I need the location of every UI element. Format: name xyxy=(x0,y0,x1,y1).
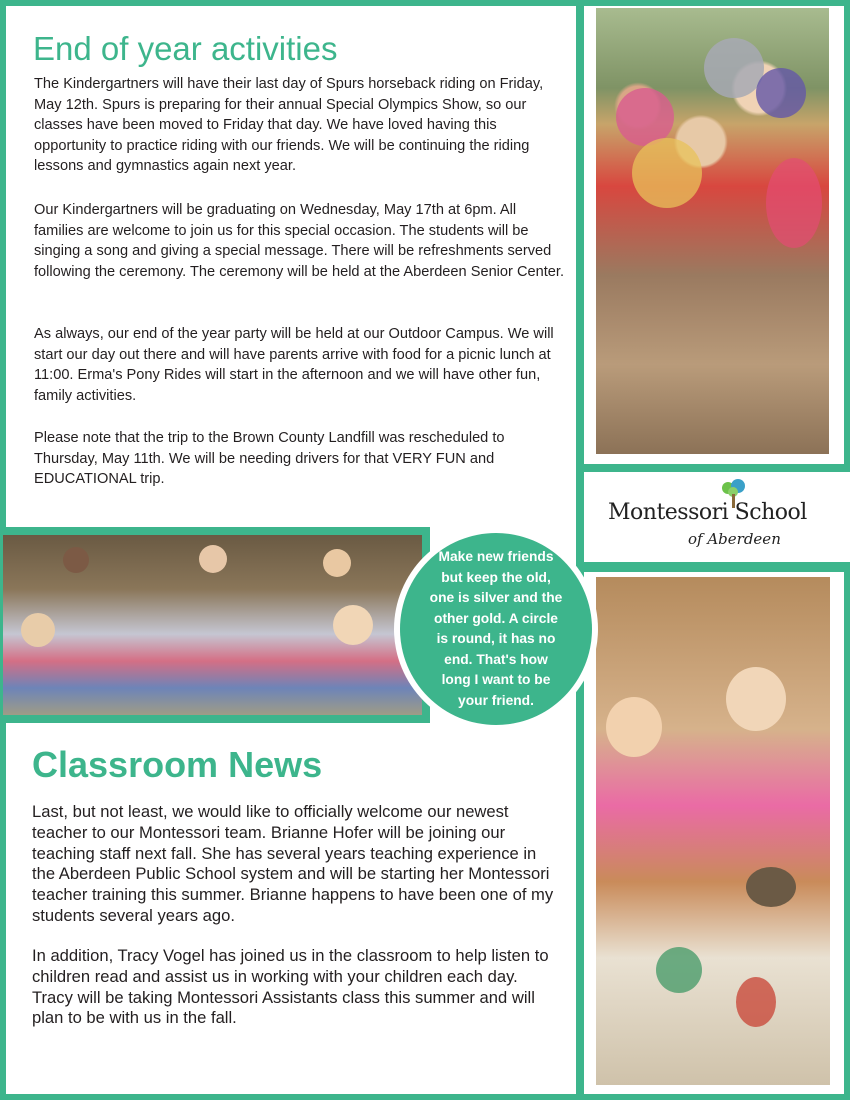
section-title-end-of-year: End of year activities xyxy=(33,30,338,67)
sidebar-divider-bottom xyxy=(584,562,850,572)
page-border-top xyxy=(0,0,850,6)
friendship-quote xyxy=(400,533,592,725)
classroom-children-photo xyxy=(596,577,830,1085)
paragraph-classroom-assistant: In addition, Tracy Vogel has joined us in the classroom to help listen to children read and assist us in working with your children each day. Tracy will be taking Montessori Assistants class this summer and will plan to be with us in the fall. xyxy=(32,946,549,1028)
section-title-classroom-news: Classroom News xyxy=(32,744,323,785)
logo-subtitle: of Aberdeen xyxy=(688,530,781,548)
class-group-photo xyxy=(3,535,422,715)
outdoor-children-photo xyxy=(596,8,829,454)
page-border-bottom xyxy=(0,1094,850,1100)
column-divider xyxy=(576,0,584,1100)
paragraph-party: As always, our end of the year party will be held at our Outdoor Campus. We will start our day out there and will have parents arrive with food for a picnic lunch at 11:00. Erma's Pony Rides will start in the afternoon and we will have other fun, family activities. xyxy=(34,326,554,404)
paragraph-landfill-trip: Please note that the trip to the Brown County Landfill was rescheduled to Thursday, May 11th. We will be needing drivers for that VERY FUN and EDUCATIONAL trip. xyxy=(34,430,505,488)
quote-text: Make new friends but keep the old, one is silver and the other gold. A circle is round, it has no end. That's how long I want to be your friend. xyxy=(429,549,563,708)
sidebar-divider-top xyxy=(584,464,850,472)
paragraph-graduation: Our Kindergartners will be graduating on Wednesday, May 17th at 6pm. All families are welcome to join us for this special occasion. The students will be singing a song and giving a special message. There will be refreshments served following the ceremony. The ceremony will be held at the Aberdeen Senior Center. xyxy=(34,202,565,280)
paragraph-new-teacher: Last, but not least, we would like to officially welcome our newest teacher to our Montessori team. Brianne Hofer will be joining our teaching staff next fall. She has several years teaching experience in the Aberdeen Public School system and will be starting her Montessori teacher training this summer. Brianne happens to have been one of my students several years ago. xyxy=(32,802,554,925)
paragraph-horseback: The Kindergartners will have their last day of Spurs horseback riding on Friday, May 12th. Spurs is preparing for their annual Special Olympics Show, so our classes have been moved to Friday that day. We have loved having this opportunity to practice riding with our friends. We will be continuing the riding lessons and gymnastics again next year. xyxy=(34,76,544,175)
school-logo xyxy=(584,472,850,562)
logo-wordmark: Montessori School xyxy=(608,500,807,525)
